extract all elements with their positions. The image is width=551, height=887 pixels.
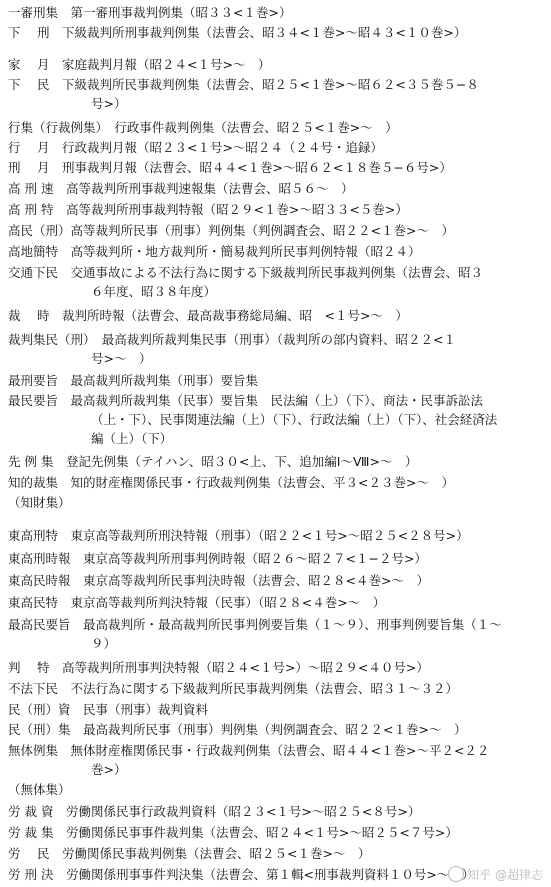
entry-line: 家 月 家庭裁判月報（昭２４<１号>〜 ） bbox=[8, 57, 271, 72]
entry-line: 最民要旨 最高裁判所裁判集（民事）要旨集 民法編（上）（下）、商法・民事訴訟法 bbox=[8, 393, 484, 408]
entry-line: 労 刑 決 労働関係刑事事件判決集（法曹会、第１輯<刑事裁判資料１０号>〜 ） bbox=[8, 867, 475, 882]
entry-line: 交通下民 交通事故による不法行為に関する下級裁判所民事裁判例集（法曹会、昭３ bbox=[8, 265, 484, 280]
entry-line-continuation: （上・下）、民事関連法編（上）（下）、行政法編（上）（下）、社会経済法 bbox=[91, 412, 498, 427]
entry-line: 高民（刑）高等裁判所民事（刑事）判例集（判例調査会、昭２２<１巻>〜 ） bbox=[8, 223, 454, 238]
entry-line: 東高刑特 東京高等裁判所刑決特報（刑事）（昭２２<１号>〜昭２５<２８号>） bbox=[8, 528, 469, 543]
entry-line: 行 月 行政裁判月報（昭２３<１号>〜昭２４（２４号・追録） bbox=[8, 140, 383, 155]
entry-line: 裁判集民（刑） 最高裁判所裁判集民事（刑事）（裁判所の部内資料、昭２２<１ bbox=[8, 332, 456, 347]
entry-line: 労 裁 資 労働関係民事行政裁判資料（昭２３<１号>〜昭２５<８号>） bbox=[8, 804, 421, 819]
entry-line: 知的裁集 知的財産権関係民事・行政裁判例集（法曹会、平３<２３巻>〜 ） bbox=[8, 475, 454, 490]
entry-line-continuation: 編（上）（下） bbox=[91, 431, 173, 446]
entry-line: 東高民特 東京高等裁判所判決特報（民事）（昭２８<４巻>〜 ） bbox=[8, 595, 386, 610]
entry-line: 下 民 下級裁判所民事裁判例集（法曹会、昭２５<１巻>〜昭６２<３５巻５−８ bbox=[8, 77, 479, 92]
entry-line: 一審刑集 第一審刑事裁判例集（昭３３<１巻>） bbox=[8, 5, 292, 20]
entry-line-continuation: ６年度、昭３８年度） bbox=[91, 284, 217, 299]
entry-line: 東高刑時報 東京高等裁判所刑事判例時報（昭２６〜昭２７<１−２号>） bbox=[8, 551, 427, 566]
entry-line: 高 刑 特 高等裁判所刑事裁判特報（昭２９<１巻>〜昭３３<５巻>） bbox=[8, 202, 408, 217]
entry-line: （知財集） bbox=[8, 495, 71, 510]
entry-line: 労 裁 集 労働関係民事事件裁判集（法曹会、昭２４<１号>〜昭２５<７号>） bbox=[8, 825, 458, 840]
entry-line-continuation: 巻>） bbox=[91, 762, 127, 777]
entry-line: 労 民 労働関係民事裁判例集（法曹会、昭２５<１巻>〜 ） bbox=[8, 846, 371, 861]
entry-line: 先 例 集 登記先例集（テイハン、昭３０<上、下、追加編Ⅰ〜Ⅷ>〜 ） bbox=[8, 454, 418, 469]
entry-line: 不法下民 不法行為に関する下級裁判所民事裁判例集（法曹会、昭３１〜３２） bbox=[8, 681, 459, 696]
entry-line: 民（刑）集 最高裁判所民事（刑事）判例集（判例調査会、昭２２<１巻>〜 ） bbox=[8, 722, 467, 737]
watermark bbox=[448, 866, 543, 883]
entry-line: 刑 月 刑事裁判月報（法曹会、昭４４<１巻>〜昭６２<１８巻５−６号>） bbox=[8, 160, 452, 175]
entry-line: 東高民時報 東京高等裁判所民事判決時報（法曹会、昭２８<４巻>〜 ） bbox=[8, 573, 429, 588]
entry-line: 無体例集 無体財産権関係民事・行政裁判例集（法曹会、昭４４<１巻>〜平２<２２ bbox=[8, 743, 490, 758]
zhihu-logo-icon bbox=[448, 866, 464, 882]
entry-line-continuation: ９） bbox=[91, 636, 117, 651]
entry-line: 高 刑 速 高等裁判所刑事裁判速報集（法曹会、昭５６〜 ） bbox=[8, 181, 354, 196]
entry-line: 最高民要旨 最高裁判所・最高裁判所民事判例要旨集（１〜９）、刑事判例要旨集（１〜 bbox=[8, 617, 502, 632]
watermark-text: 知乎 @超律志 bbox=[467, 868, 543, 882]
entry-line: 下 刑 下級裁判所刑事裁判例集（法曹会、昭３４<１巻>〜昭４３<１０巻>） bbox=[8, 25, 467, 40]
entry-line: 裁 時 裁判所時報（法曹会、最高裁事務総局編、昭 <１号>〜 ） bbox=[8, 308, 408, 323]
entry-line: 高地簡特 高等裁判所・地方裁判所・簡易裁判所民事判例特報（昭２４） bbox=[8, 244, 421, 259]
entry-line: （無体集） bbox=[8, 782, 71, 797]
entry-line: 判 特 高等裁判所刑事判決特報（昭２４<１号>）〜昭２９<４０号>） bbox=[8, 660, 429, 675]
entry-line-continuation: 号>） bbox=[91, 96, 127, 111]
entry-line-continuation: 号>〜 ） bbox=[91, 351, 152, 366]
entry-line: 最刑要旨 最高裁判所裁判集（刑事）要旨集 bbox=[8, 373, 259, 388]
entry-line: 行集（行裁例集） 行政事件裁判例集（法曹会、昭２５<１巻>〜 ） bbox=[8, 120, 398, 135]
entry-line: 民（刑）資 民事（刑事）裁判資料 bbox=[8, 702, 209, 717]
